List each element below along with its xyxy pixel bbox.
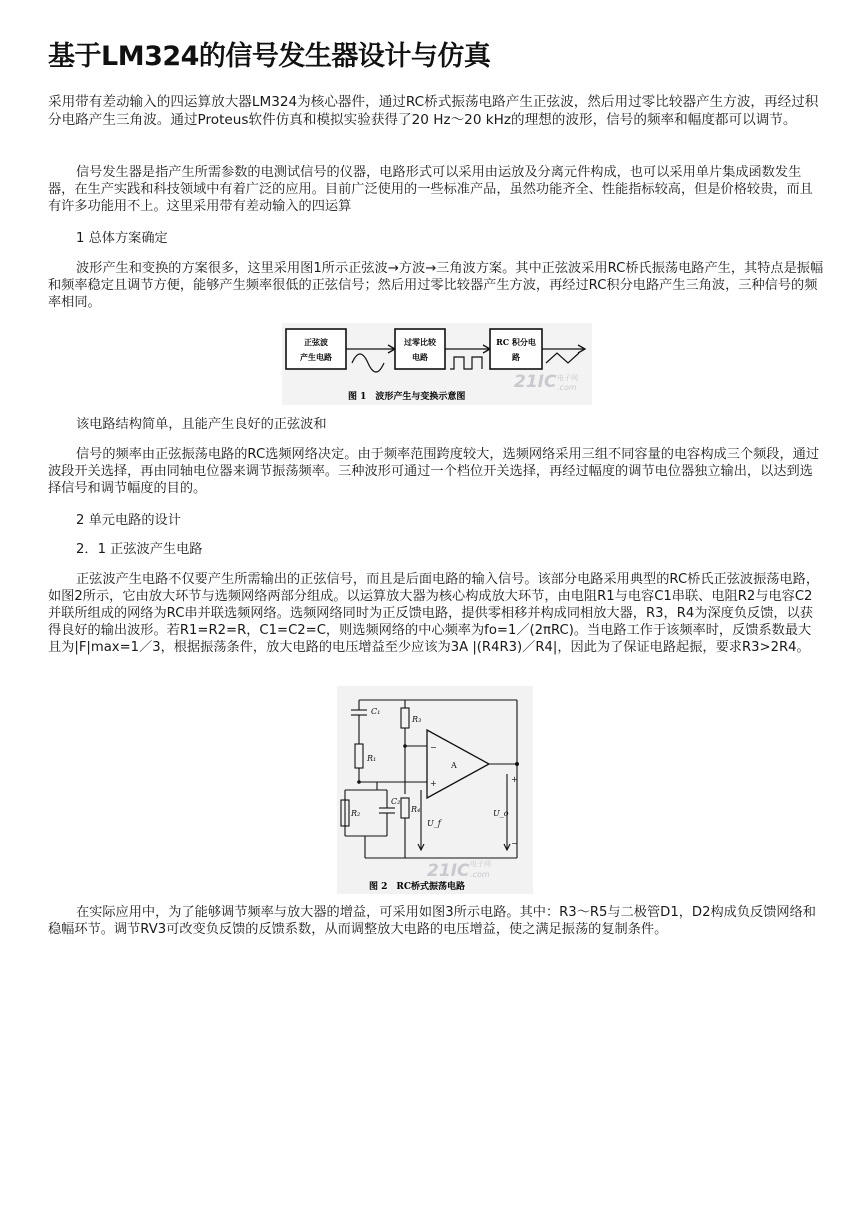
figure1-watermark-logo: 21IC [514, 372, 557, 392]
figure2-caption: 图 2 RC桥式振荡电路 [369, 882, 466, 892]
figure1-box3-line2: 路 [512, 352, 520, 362]
figure2-label-plus: + [430, 779, 437, 788]
figure2-label-c2: C₂ [391, 797, 401, 806]
figure2-label-a: A [451, 761, 457, 770]
section1-paragraph-3: 信号的频率由正弦振荡电路的RC选频网络决定。由于频率范围跨度较大，选频网络采用三组不同容量的电容构成三个频段，通过波段开关选择，再由同轴电位器来调节振荡频率。三种波形可通过一个档位开关选择，再经过幅度的调节电位器独立输出，以达到选择信号和调节幅度的目的。 [48, 447, 820, 496]
figure2-label-uf: U_f [427, 819, 441, 828]
abstract-paragraph: 采用带有差动输入的四运算放大器LM324为核心器件，通过RC桥式振荡电路产生正弦波，然后用过零比较器产生方波，再经过积分电路产生三角波。通过Proteus软件仿真和模拟实验获得了20 Hz～20 kHz的理想的波形，信号的频率和幅度都可以调节。 [48, 94, 819, 128]
figure1-caption: 图 1 波形产生与变换示意图 [348, 392, 466, 402]
figure2-label-minus: − [430, 743, 437, 752]
figure1-watermark-sub: 电子网 [557, 374, 578, 382]
figure2-watermark-sub: 电子网 [470, 860, 491, 868]
figure1-box2-line2: 电路 [412, 352, 428, 362]
figure1-watermark-domain: .com [557, 383, 577, 392]
intro-paragraph: 信号发生器是指产生所需参数的电测试信号的仪器，电路形式可以采用由运放及分离元件构成，也可以采用单片集成函数发生器，在生产实践和科技领域中有着广泛的应用。目前广泛使用的一些标准产品，虽然功能齐全、性能指标较高，但是价格较贵，而且有许多功能用不上。这里采用带有差动输入的四运算 [48, 165, 813, 214]
section21-paragraph-2: 在实际应用中，为了能够调节频率与放大器的增益，可采用如图3所示电路。其中：R3～R5与二极管D1，D2构成负反馈网络和稳幅环节。调节RV3可改变负反馈的反馈系数，从而调整放大电路的电压增益，使之满足振荡的复制条件。 [48, 905, 816, 937]
section-heading-2-1: 2．1 正弦波产生电路 [76, 542, 203, 557]
figure2-label-out-minus: − [511, 839, 518, 848]
figure2-label-r2: R₂ [351, 809, 361, 818]
section21-paragraph-1: 正弦波产生电路不仅要产生所需输出的正弦信号，而且是后面电路的输入信号。该部分电路采用典型的RC桥氏正弦波振荡电路，如图2所示，它由放大环节与选频网络两部分组成。以运算放大器为核心构成放大环节，由电阻R1与电容C1串联、电阻R2与电容C2并联所组成的网络为RC串并联选频网络。选频网络同时为正反馈电路，提供零相移并构成同相放大器，R3，R4为深度负反馈，以获得良好的输出波形。若R1=R2=R，C1=C2=C，则选频网络的中心频率为fo=1／(2πRC)。当电路工作于该频率时，反馈系数最大且为|F|max=1／3，根据振荡条件，放大电路的电压增益至少应该为3A |(R4R3)／R4|，因此为了保证电路起振，要求R3>2R4。 [48, 572, 820, 655]
figure2-watermark-domain: .com [470, 870, 490, 879]
figure2-label-out-plus: + [511, 775, 518, 784]
figure2-label-r1: R₁ [367, 754, 377, 763]
figure1-box1-line2: 产生电路 [300, 352, 332, 362]
figure-2-rc-bridge-circuit [337, 686, 533, 894]
figure-1-block-diagram [282, 323, 592, 405]
figure1-box3-line1: RC 积分电 [496, 337, 536, 347]
figure2-label-uo: U_o [493, 809, 509, 818]
figure2-label-c1: C₁ [371, 707, 381, 716]
section1-paragraph-2: 该电路结构简单，且能产生良好的正弦波和 [76, 417, 327, 432]
figure1-box2-line1: 过零比较 [404, 337, 436, 347]
section1-paragraph-1: 波形产生和变换的方案很多，这里采用图1所示正弦波→方波→三角波方案。其中正弦波采用RC桥氏振荡电路产生，其特点是振幅和频率稳定且调节方便，能够产生频率很低的正弦信号；然后用过零比较器产生方波，再经过RC积分电路产生三角波，三种信号的频率相同。 [48, 261, 824, 310]
section-heading-1: 1 总体方案确定 [76, 231, 168, 246]
article-title: 基于LM324的信号发生器设计与仿真 [48, 41, 491, 72]
figure2-label-r4: R₄ [411, 805, 421, 814]
figure2-label-r3: R₃ [412, 715, 422, 724]
figure1-box1-line1: 正弦波 [304, 337, 328, 347]
figure2-watermark-logo: 21IC [427, 861, 470, 881]
section-heading-2: 2 单元电路的设计 [76, 513, 181, 528]
